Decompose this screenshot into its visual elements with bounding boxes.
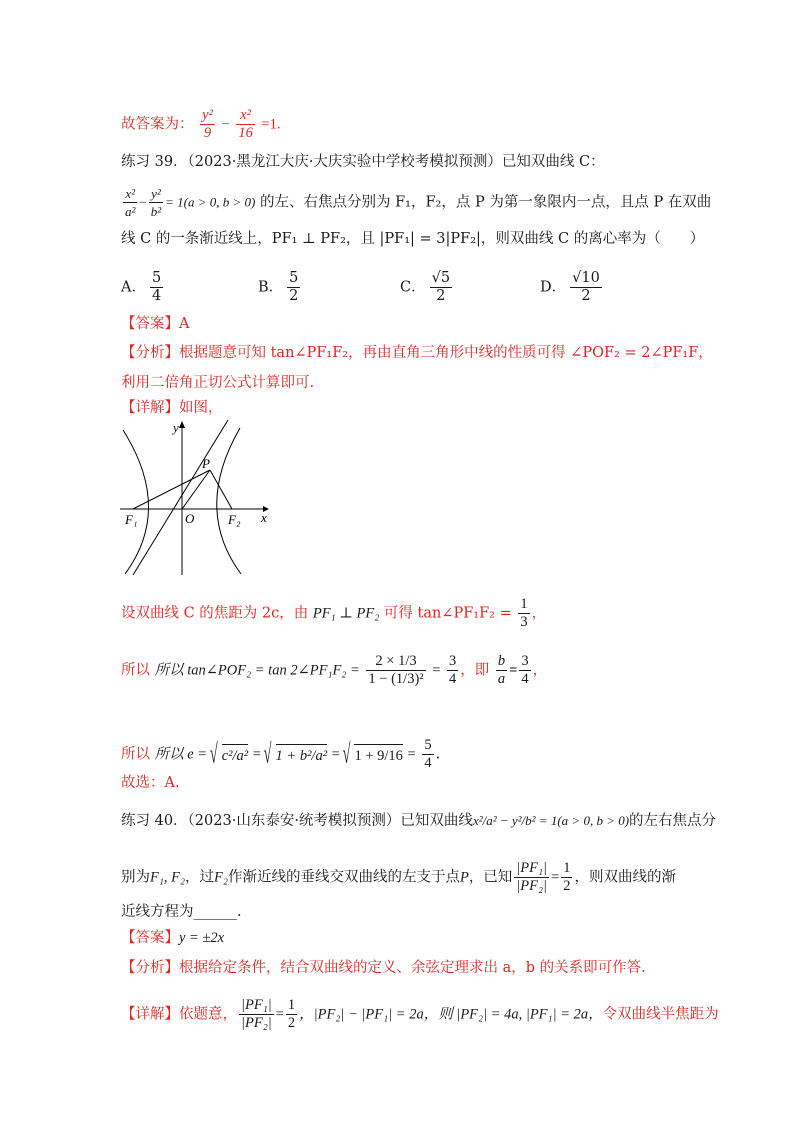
ex39-analysis-text: 根据题意可知 tan∠PF₁F₂，再由直角三角形中线的性质可得 ∠POF₂ = 2∠PF₁F，: [179, 345, 713, 361]
ex40-detail-a: 依题意，: [179, 1006, 237, 1023]
ex40-title-end: 的左右焦点分: [629, 813, 717, 829]
ex40-detail-frac: $\frac{\text{|PF₁|}}{\text{|PF₂|}}$: [241, 997, 272, 1031]
ex40-line2: 别为F₁, F₂，过F₂作渐近线的垂线交双曲线的左支于点P，已知 $\frac{\text{|PF₁|}}{\text{|PF₂|}}$ = $\frac{1}{2}$ ，则双曲线的渐: [121, 860, 676, 894]
ex39-detail-text: 如图，: [179, 400, 223, 416]
ex40-ratio-frac: $\frac{\text{|PF₁|}}{\text{|PF₂|}}$: [516, 860, 548, 894]
ex40-answer-label: 【答案】: [121, 930, 179, 946]
ex39-analysis-label: 【分析】: [121, 345, 179, 361]
ex39-eq-rest: = 1(a > 0, b > 0): [165, 194, 256, 210]
ex39-eq-frac1: $\frac{\text{x²}}{\text{a²}}$: [125, 186, 136, 219]
step2-text-ji: ，即: [460, 662, 490, 679]
ex40-answer-value: y = ±2x: [179, 930, 225, 946]
ex40-detail-d: 令双曲线半焦距为: [602, 1006, 719, 1023]
figure-label-o: O: [185, 511, 195, 526]
ex40-detail-label: 【详解】: [121, 1006, 179, 1023]
step2-big-frac: $\frac{2 \times 1/3}{\text{1 − (1/3)²}}$: [368, 653, 424, 687]
ex39-line3: 线 C 的一条渐近线上，PF₁ ⊥ PF₂，且 |PF₁| = 3|PF₂|，则双曲线 C 的离心率为（ ）: [121, 231, 705, 247]
figure-label-x: x: [261, 510, 267, 525]
prev-answer-rest: =1.: [261, 116, 281, 133]
step2-frac-b-a: $\frac{b}{a}$: [497, 653, 506, 687]
step1-text-a: 设双曲线 C 的焦距为 2c，由: [121, 605, 313, 622]
ex39-analysis-2: 利用二倍角正切公式计算即可.: [121, 375, 315, 391]
ex40-title-text: 练习 40．（2023·山东泰安·统考模拟预测）已知双曲线: [121, 813, 473, 829]
figure-label-p: P: [202, 456, 210, 471]
ex40-p: P: [459, 869, 469, 886]
ex39-option-d: D． $\frac{√10}{2}$: [540, 270, 600, 304]
step3-lhs: 所以 e =: [154, 746, 208, 763]
ex39-step1: [121, 596, 546, 631]
ex40-detail-half: $\frac{1}{2}$: [287, 997, 296, 1031]
step1-end: ，: [531, 605, 547, 622]
ex39-line2: $\frac{\text{x²}}{\text{a²}}$ − $\frac{\text{y²}}{\text{b²}}$ = 1(a > 0, b > 0) 的左、右焦点分别为 F₁，F₂，点 P 为第一象限内一点，且点 P 在双曲: [125, 186, 712, 219]
prev-answer-frac2: $\frac{\text{x²}}{16}$: [238, 107, 253, 141]
step3-sqrt1: √ c²/a²: [212, 744, 248, 766]
step3-frac: $\frac{5}{4}$: [424, 737, 432, 771]
ex40-analysis: [121, 958, 646, 978]
ex40-f2: F₂: [214, 869, 228, 886]
step2-lhs: 所以 tan∠POF₂ = tan 2∠PF₁F₂ =: [154, 662, 360, 679]
step3-sqrt2: √ 1 + b²/a²: [266, 744, 328, 766]
figure-label-y: y: [173, 420, 179, 435]
ex40-line3: 近线方程为______.: [121, 904, 242, 920]
ex40-f1f2: F₁, F₂: [150, 869, 186, 886]
ex40-analysis-text: 根据给定条件，结合双曲线的定义、余弦定理求出 a，b 的关系即可作答.: [179, 960, 646, 976]
ex39-line2-text: 的左、右焦点分别为 F₁，F₂，点 P 为第一象限内一点，且点 P 在双曲: [260, 194, 712, 211]
step1-text-c: 可得 tan∠PF₁F₂ =: [379, 605, 517, 622]
step2-frac-3-4b: $\frac{3}{4}$: [521, 653, 529, 687]
ex40-detail-b: ，|PF₂| − |PF₁| = 2a，: [299, 1006, 439, 1023]
step3-sqrt3: √ 1 + 9/16: [344, 744, 402, 766]
prev-answer-minus: −: [221, 116, 230, 133]
ex40-answer: [121, 928, 224, 948]
prev-answer-frac1: $\frac{\text{y²}}{9}$: [202, 107, 213, 141]
ex39-option-b: B． $\frac{5}{2}$: [258, 270, 299, 304]
prev-answer-prefix: 故答案为：: [121, 116, 194, 133]
ex40-detail: 【详解】依题意， $\frac{\text{|PF₁|}}{\text{|PF₂|}}$ = $\frac{1}{2}$ ，|PF₂| − |PF₁| = 2a，则 |PF₂| = 4a, |PF₁| = 2a，令双曲线半焦距为: [121, 997, 719, 1031]
step1-frac: $\frac{1}{3}$: [520, 596, 528, 630]
ex40-title: [121, 811, 716, 831]
figure-label-f2: F₂: [228, 512, 241, 527]
ex39-title: 练习 39．（2023·黑龙江大庆·大庆实验中学校考模拟预测）已知双曲线 C：: [121, 154, 605, 170]
ex39-step2: 所以 所以 tan∠POF₂ = tan 2∠PF₁F₂ = $\frac{2 \times 1/3}{\text{1 − (1/3)²}}$ = $\frac{3}{4}$ ，即 $\frac{b}{a}$ = $\frac{3}{4}$ ，: [121, 653, 548, 687]
ex40-half-frac: $\frac{1}{2}$: [563, 860, 571, 894]
ex40-eq: x²/a² − y²/b² = 1(a > 0, b > 0): [472, 813, 630, 828]
ex39-answer: 【答案】A: [121, 316, 190, 332]
ex40-detail-c: 则 |PF₂| = 4a, |PF₁| = 2a，: [438, 1006, 603, 1023]
step1-math-b: PF₁ ⊥ PF₂: [312, 605, 380, 622]
ex39-option-a: A． $\frac{5}{4}$: [121, 270, 162, 304]
ex39-analysis: [121, 343, 713, 363]
ex39-eq-frac2: $\frac{\text{y²}}{\text{b²}}$: [150, 186, 162, 219]
hyperbola-figure: [115, 418, 285, 576]
step2-frac-3-4: $\frac{3}{4}$: [449, 653, 457, 687]
ex40-analysis-label: 【分析】: [121, 960, 179, 976]
ex39-option-c: C． $\frac{√5}{2}$: [400, 270, 451, 304]
figure-label-f1: F₁: [125, 512, 138, 527]
ex39-detail-label: 【详解】: [121, 400, 179, 416]
ex39-step3: 所以 所以 e = √ c²/a² = √ 1 + b²/a² = √ 1 + 9/16 = $\frac{5}{4}$ .: [121, 737, 440, 772]
ex39-detail: [121, 398, 223, 418]
prev-answer: [121, 107, 280, 142]
ex39-choose: 故选：A.: [121, 775, 180, 791]
